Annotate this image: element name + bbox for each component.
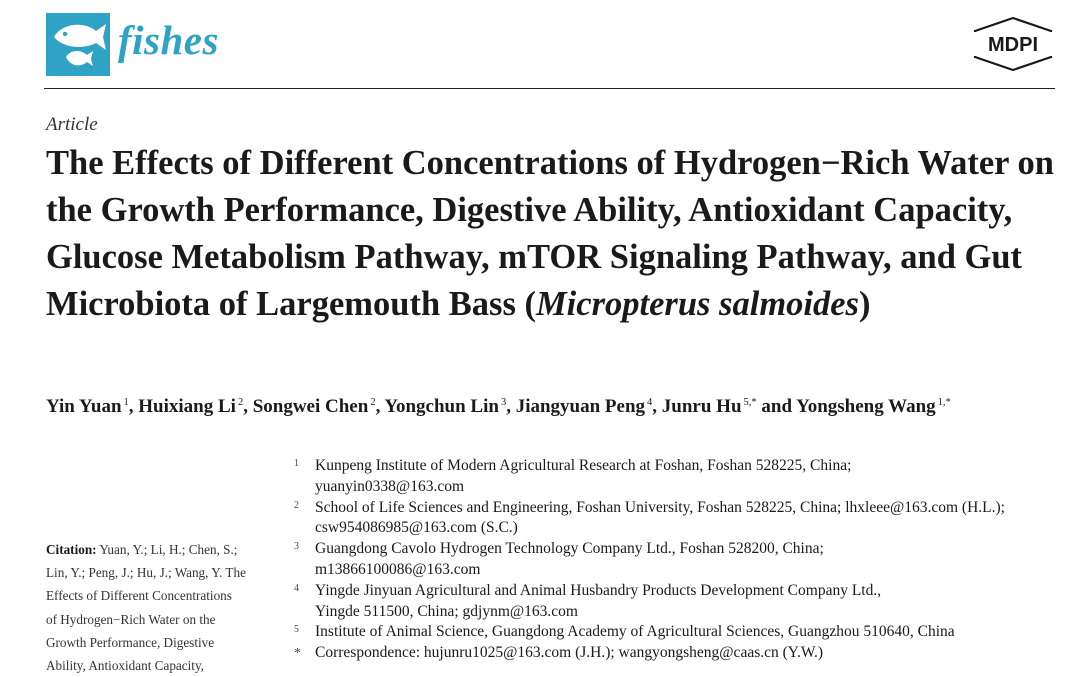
citation-text: Yuan, Y.; Li, H.; Chen, S.; (96, 542, 238, 557)
affiliation-text: Institute of Animal Science, Guangdong Academy of Agricultural Sciences, Guangzhou 510640, China (315, 623, 955, 641)
affiliation-number: 2 (294, 499, 299, 511)
affiliation-number: 5 (294, 624, 299, 636)
author-name[interactable]: Junru Hu (661, 396, 742, 417)
author-separator: , (243, 396, 253, 417)
citation-line: Ability, Antioxidant Capacity, (46, 658, 204, 674)
publisher-name: MDPI (988, 34, 1038, 56)
affiliation-item (294, 539, 1064, 581)
affiliation-number: 3 (294, 541, 299, 553)
correspondence-marker: * (294, 646, 301, 662)
author-name[interactable]: Jiangyuan Peng (515, 396, 646, 417)
journal-name: fishes (118, 17, 219, 63)
author-name[interactable]: Yongsheng Wang (796, 396, 936, 417)
affiliation-email[interactable]: m13866100086@163.com (315, 560, 481, 578)
author-affiliation-ref: 5,* (743, 397, 757, 408)
author-separator: , (506, 396, 516, 417)
title-species: Micropterus salmoides (536, 285, 859, 323)
affiliation-number: 4 (294, 582, 299, 594)
citation-line: of Hydrogen−Rich Water on the (46, 611, 216, 627)
affiliation-item (294, 581, 1064, 623)
citation-line: Lin, Y.; Peng, J.; Hu, J.; Wang, Y. The (46, 565, 246, 581)
author-name[interactable]: Yongchun Lin (384, 396, 499, 417)
article-type: Article (46, 114, 98, 135)
author-name[interactable]: Huixiang Li (138, 396, 236, 417)
mdpi-logo-icon (971, 16, 1055, 72)
citation-line: Effects of Different Concentrations (46, 588, 232, 604)
article-title (46, 140, 1056, 328)
header-divider (44, 88, 1055, 89)
author-affiliation-ref: 4 (647, 397, 653, 408)
title-end: ) (858, 285, 871, 323)
affiliation-text: Yingde Jinyuan Agricultural and Animal Husbandry Products Development Company Ltd., (315, 581, 882, 599)
affiliation-item (294, 456, 1064, 498)
citation-block (46, 538, 268, 677)
author-affiliation-ref: 2 (237, 397, 244, 408)
author-affiliation-ref: 2 (370, 397, 376, 408)
correspondence-text[interactable]: Correspondence: hujunru1025@163.com (J.H.); wangyongsheng@caas.cn (Y.W.) (315, 644, 824, 662)
affiliation-item (294, 622, 1064, 643)
affiliation-number: 1 (294, 458, 299, 469)
author-name[interactable]: Yin Yuan (46, 396, 122, 417)
title-main: The Effects of Different Concentrations of Hydrogen−Rich Water on the Growth Performance, Digestive Ability, Antioxidant Capacity, Glucose Metabolism Pathway, mTOR Signaling Pathway, and Gut Microbiota of Largemouth Bass ( (46, 144, 1054, 323)
author-separator: and (756, 396, 797, 417)
author-affiliation-ref: 1 (123, 397, 129, 408)
affiliation-email[interactable]: csw954086985@163.com (S.C.) (315, 519, 518, 537)
journal-logo-icon (46, 13, 110, 76)
citation-label: Citation: (46, 542, 97, 557)
citation-line (46, 538, 268, 561)
affiliation-text: Kunpeng Institute of Modern Agricultural Research at Foshan, Foshan 528225, China; (315, 457, 852, 474)
author-separator: , (652, 396, 662, 417)
author-list (46, 396, 1066, 418)
author-separator: , (375, 396, 385, 417)
author-name[interactable]: Songwei Chen (252, 396, 369, 417)
author-affiliation-ref: 3 (500, 397, 507, 408)
affiliation-text: School of Life Sciences and Engineering, Foshan University, Foshan 528225, China; lhxleee@163.com (H.L.); (315, 498, 1005, 516)
affiliation-text: Guangdong Cavolo Hydrogen Technology Company Ltd., Foshan 528200, China; (315, 540, 824, 558)
author-separator: , (128, 396, 139, 417)
affiliation-text: Yingde 511500, China; gdjynm@163.com (315, 602, 578, 620)
affiliation-email[interactable]: yuanyin0338@163.com (315, 477, 465, 495)
affiliation-list (294, 456, 1064, 664)
citation-line: Growth Performance, Digestive (46, 634, 215, 650)
author-affiliation-ref: 1,* (937, 397, 951, 408)
affiliation-item (294, 498, 1064, 540)
